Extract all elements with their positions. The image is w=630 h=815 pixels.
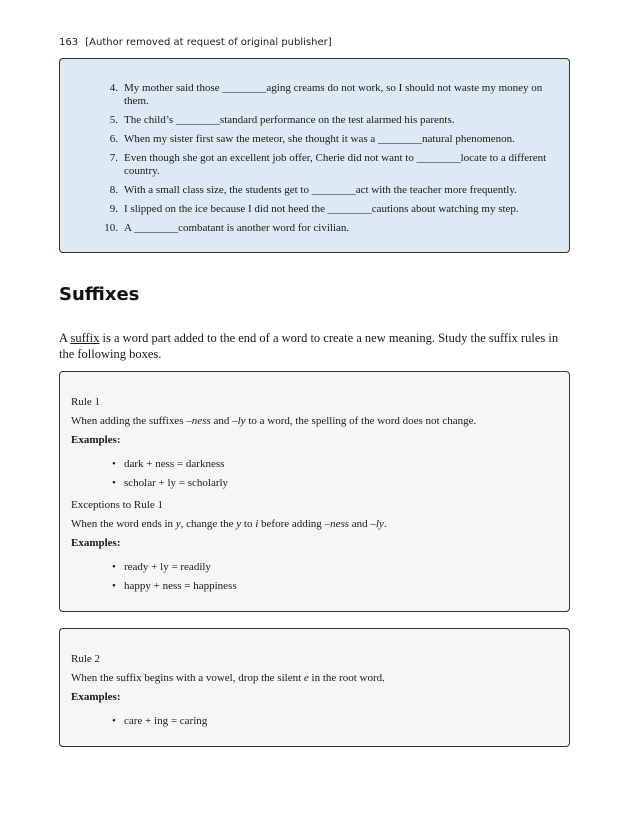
section-heading: Suffixes: [59, 284, 140, 305]
item-number: 4.: [109, 82, 118, 94]
rule-1-examples-label: Examples:: [71, 434, 121, 446]
intro-before: A: [59, 331, 71, 345]
item-text: Even though she got an excellent job offer, Cherie did not want to ________locate to a different country.: [124, 152, 547, 177]
intro-after: is a word part added to the end of a word to create a new meaning. Study the suffix rules in the following boxes.: [59, 331, 559, 361]
rule-1-box: [59, 371, 570, 612]
item-text: A ________combatant is another word for civilian.: [124, 222, 350, 234]
exceptions-title: Exceptions to Rule 1: [71, 499, 163, 511]
item-number: 7.: [109, 152, 118, 164]
item-number: 8.: [109, 184, 118, 196]
exercise-box: [59, 58, 570, 253]
item-text: With a small class size, the students get to ________act with the teacher more frequently.: [124, 184, 517, 196]
exceptions-text: When the word ends in y, change the y to i before adding –ness and –ly.: [71, 518, 387, 530]
page-number: 163: [59, 37, 79, 48]
rule-2-box: [59, 628, 570, 747]
rule-1-example: • scholar + ly = scholarly: [112, 477, 229, 489]
item-text: The child’s ________standard performance on the test alarmed his parents.: [124, 114, 455, 126]
intro-term: suffix: [70, 331, 100, 345]
item-number: 5.: [109, 114, 118, 126]
rule-1-example: • dark + ness = darkness: [112, 458, 225, 470]
rule-1-text: When adding the suffixes –ness and –ly to a word, the spelling of the word does not change.: [71, 415, 477, 427]
item-number: 6.: [109, 133, 118, 145]
item-text: When my sister first saw the meteor, she thought it was a ________natural phenomenon.: [124, 133, 515, 145]
exceptions-examples-label: Examples:: [71, 537, 121, 549]
exception-example: • ready + ly = readily: [112, 561, 211, 573]
item-number: 9.: [109, 203, 118, 215]
rule-2-title: Rule 2: [71, 653, 101, 665]
intro-paragraph: [59, 330, 574, 362]
item-text: I slipped on the ice because I did not heed the ________cautions about watching my step.: [124, 203, 519, 215]
item-number: 10.: [104, 222, 118, 234]
rule-2-text: When the suffix begins with a vowel, drop the silent e in the root word.: [71, 672, 385, 684]
item-text: My mother said those ________aging creams do not work, so I should not waste my money on them.: [124, 82, 543, 107]
running-head: [59, 37, 332, 48]
rule-2-examples-label: Examples:: [71, 691, 121, 703]
running-head-text: [Author removed at request of original publisher]: [85, 37, 332, 48]
exception-example: • happy + ness = happiness: [112, 580, 237, 592]
rule-2-example: • care + ing = caring: [112, 715, 208, 727]
rule-1-title: Rule 1: [71, 396, 101, 408]
